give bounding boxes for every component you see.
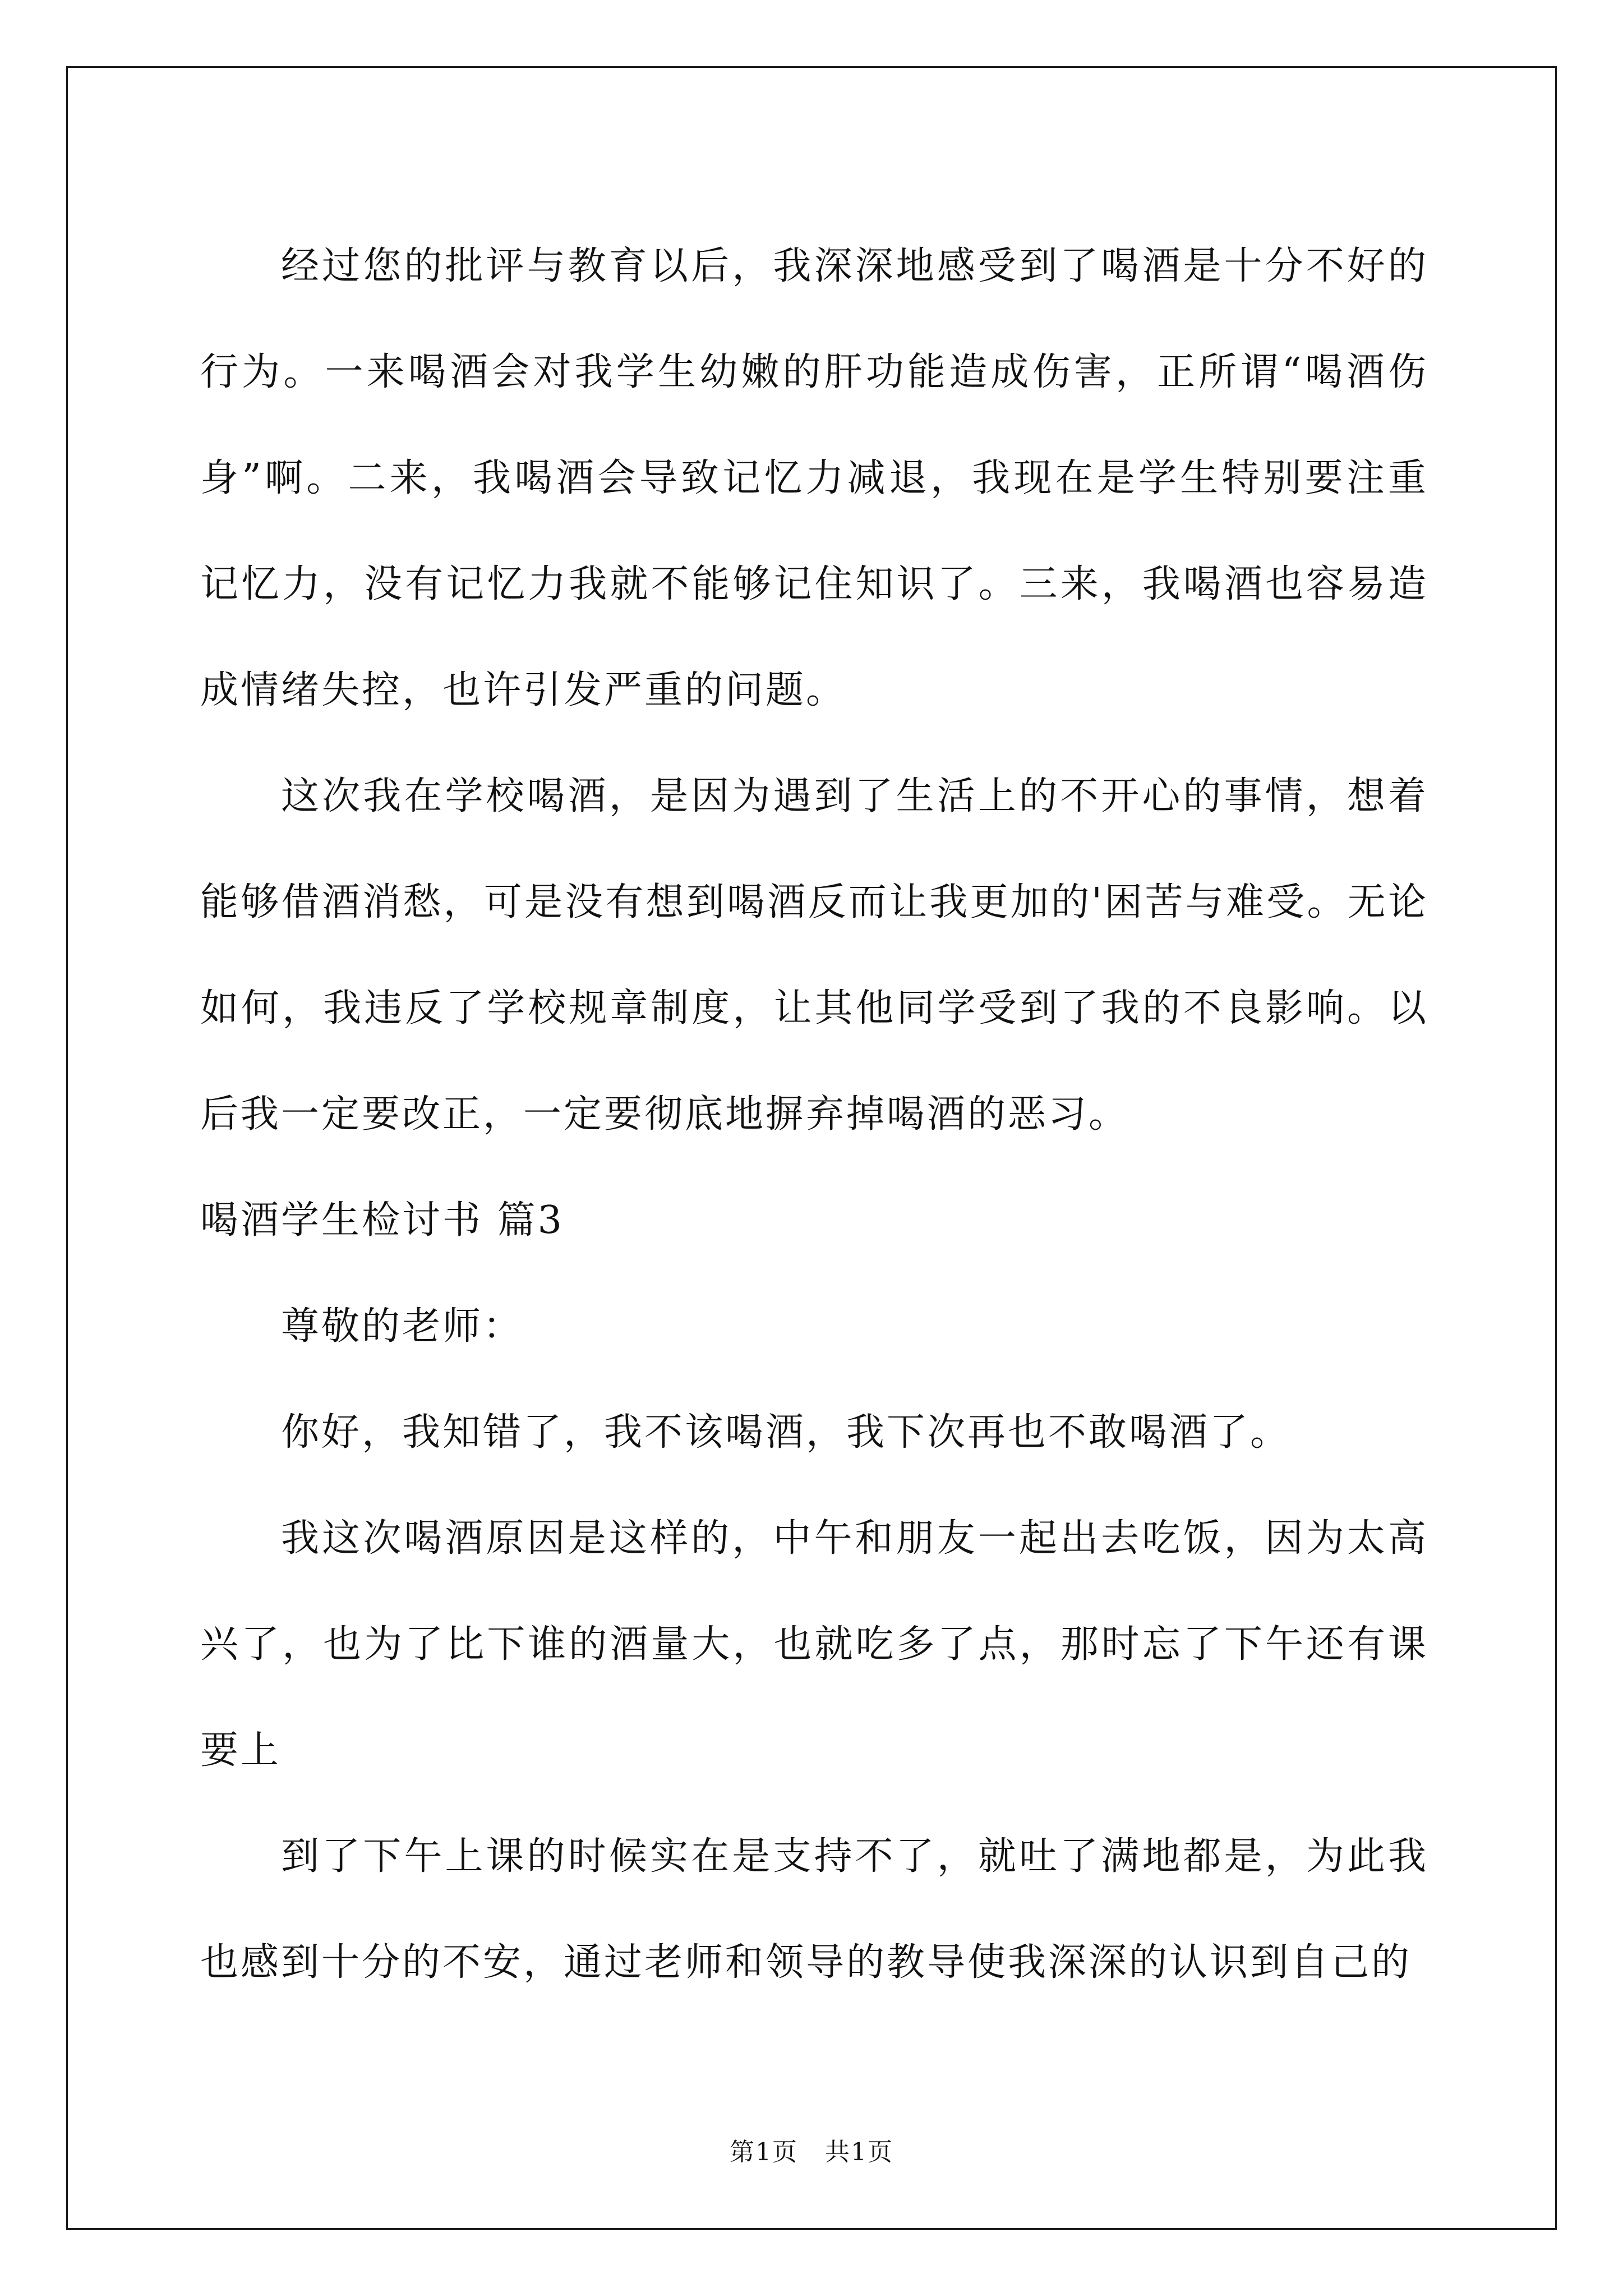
page-footer: 第1页 共1页 [730,2138,893,2166]
paragraph-5: 到了下午上课的时候实在是支持不了，就吐了满地都是，为此我也感到十分的不安，通过老师和领导的教导使我深深的认识到自己的 [200,1834,1428,1985]
salutation: 尊敬的老师： [281,1304,524,1349]
paragraph-3: 你好，我知错了，我不该喝酒，我下次再也不敢喝酒了。 [281,1410,1291,1455]
paragraph-4: 我这次喝酒原因是这样的，中午和朋友一起出去吃饭，因为太高兴了，也为了比下谁的酒量大，也就吃多了点，那时忘了下午还有课要上 [200,1516,1428,1773]
section-heading: 喝酒学生检讨书 篇3 [200,1198,564,1243]
paragraph-1: 经过您的批评与教育以后，我深深地感受到了喝酒是十分不好的行为。一来喝酒会对我学生幼嫩的肝功能造成伤害，正所谓“喝酒伤身”啊。二来，我喝酒会导致记忆力减退，我现在是学生特别要注重记忆力，没有记忆力我就不能够记住知识了。三来，我喝酒也容易造成情绪失控，也许引发严重的问题。 [200,244,1428,712]
document-body [200,213,1428,2016]
paragraph-2: 这次我在学校喝酒，是因为遇到了生活上的不开心的事情，想着能够借酒消愁，可是没有想到喝酒反而让我更加的'困苦与难受。无论如何，我违反了学校规章制度，让其他同学受到了我的不良影响。以后我一定要改正，一定要彻底地摒弃掉喝酒的恶习。 [200,774,1428,1137]
